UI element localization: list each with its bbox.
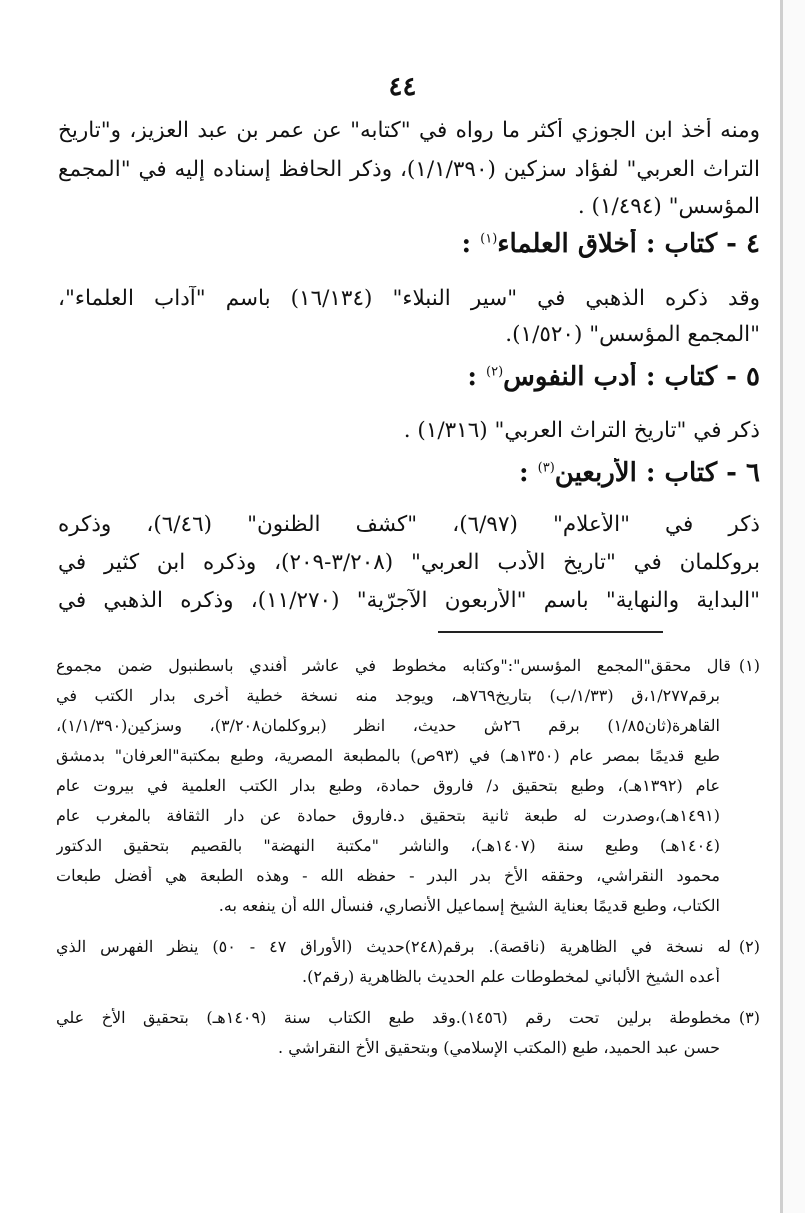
footnote-1-line (56, 656, 760, 675)
heading-text: ٦ - كتاب : الأربعين (554, 458, 760, 488)
page-number: ٤٤ (388, 72, 417, 102)
paragraph2-line: وقد ذكره الذهبي في "سير النبلاء" (١٦/١٣٤) باسم "آداب العلماء"، (58, 286, 760, 311)
footnote-1-line: برقم١/٢٧٧،ق (١/٣٣/ب) بتاريخ٧٦٩هـ، ويوجد منه نسخة خطية أخرى بدار الكتب في (56, 686, 720, 705)
heading-colon: : (518, 458, 538, 488)
section-heading-4 (58, 229, 760, 259)
footnote-separator (438, 631, 663, 633)
paragraph2-line: "المجمع المؤسس" (١/٥٢٠). (505, 322, 760, 347)
heading-colon: : (461, 229, 481, 259)
footnote-1-line: طبع قديمًا بمصر عام (١٣٥٠هـ) في (٩٣ص) بالمطبعة المصرية، وطبع بمكتبة"العرفان" بدمشق (56, 746, 720, 765)
footnote-ref: (٣) (537, 460, 555, 476)
paragraph3-line: ذكر في "تاريخ التراث العربي" (١/٣١٦) . (403, 418, 760, 443)
footnote-1-line: عام (١٣٩٢هـ)، وطبع بتحقيق د/ فاروق حمادة، وطبع بدار الكتب العلمية في بيروت عام (56, 776, 720, 795)
footnote-text: له نسخة في الظاهرية (ناقصة). برقم(٢٤٨)حديث (الأوراق ٤٧ - ٥٠) ينظر الفهرس الذي (56, 937, 731, 956)
footnote-3-line (56, 1008, 760, 1027)
footnote-text: قال محقق"المجمع المؤسس":"وكتابه مخطوط في عاشر أفندي باسطنبول ضمن مجموع (56, 656, 731, 675)
footnote-text: مخطوطة برلين تحت رقم (١٤٥٦).وقد طبع الكتاب سنة (١٤٠٩هـ) بتحقيق الأخ علي (56, 1008, 731, 1027)
footnote-2-line (56, 937, 760, 956)
paragraph1-line: التراث العربي" لفؤاد سزكين (١/١/٣٩٠)، وذكر الحافظ إسناده إليه في "المجمع (58, 157, 760, 182)
paragraph1-line: ومنه أخذ ابن الجوزي أكثر ما رواه في "كتابه" عن عمر بن عبد العزيز، و"تاريخ (58, 118, 760, 143)
footnote-1-line: (١٤٠٤هـ) وطبع سنة (١٤٠٧هـ)، والناشر "مكتبة النهضة" بالقصيم بتحقيق الدكتور (56, 836, 720, 855)
footnote-number: (١) (738, 656, 760, 675)
paragraph1-line: المؤسس" (١/٤٩٤) . (577, 194, 760, 219)
section-heading-5 (58, 362, 760, 392)
page-edge-shadow (783, 0, 805, 1213)
paragraph4-line: ذكر في "الأعلام" (٦/٩٧)، "كشف الظنون" (٦/٤٦)، وذكره (58, 512, 760, 537)
footnote-ref: (٢) (486, 364, 504, 380)
section-heading-6 (58, 458, 760, 488)
paragraph4-line: بروكلمان في "تاريخ الأدب العربي" (٣/٢٠٨-٢٠٩)، وذكره ابن كثير في (58, 550, 760, 575)
footnote-number: (٢) (738, 937, 760, 956)
footnote-1-line: (١٤٩١هـ)،وصدرت له طبعة ثانية بتحقيق د.فاروق حمادة عن دار الثقافة بالمغرب عام (56, 806, 720, 825)
heading-text: ٥ - كتاب : أدب النفوس (503, 362, 760, 392)
footnote-2-line: أعده الشيخ الألباني لمخطوطات علم الحديث بالظاهرية (رقم٢). (302, 967, 720, 986)
footnote-3-line: حسن عبد الحميد، طبع (المكتب الإسلامي) وبتحقيق الأخ النقراشي . (278, 1038, 720, 1057)
footnote-1-line: القاهرة(ثان١/٨٥) برقم ٢٦ش حديث، انظر (بروكلمان٣/٢٠٨)، وسزكين(١/١/٣٩٠)، (56, 716, 720, 735)
paragraph4-line: "البداية والنهاية" باسم "الأربعون الآجرّية" (١١/٢٧٠)، وذكره الذهبي في (58, 588, 760, 613)
footnote-1-line: الكتاب، وطبع قديمًا بعناية الشيخ إسماعيل الأنصاري، فنسأل الله أن ينفعه به. (218, 896, 720, 915)
heading-text: ٤ - كتاب : أخلاق العلماء (497, 229, 760, 259)
footnote-1-line: محمود النقراشي، وحققه الأخ بدر البدر - حفظه الله - وهذه الطبعة هي أفضل طبعات (56, 866, 720, 885)
page-edge-line (780, 0, 783, 1213)
footnote-ref: (١) (480, 231, 498, 247)
footnote-number: (٣) (738, 1008, 760, 1027)
heading-colon: : (467, 362, 487, 392)
